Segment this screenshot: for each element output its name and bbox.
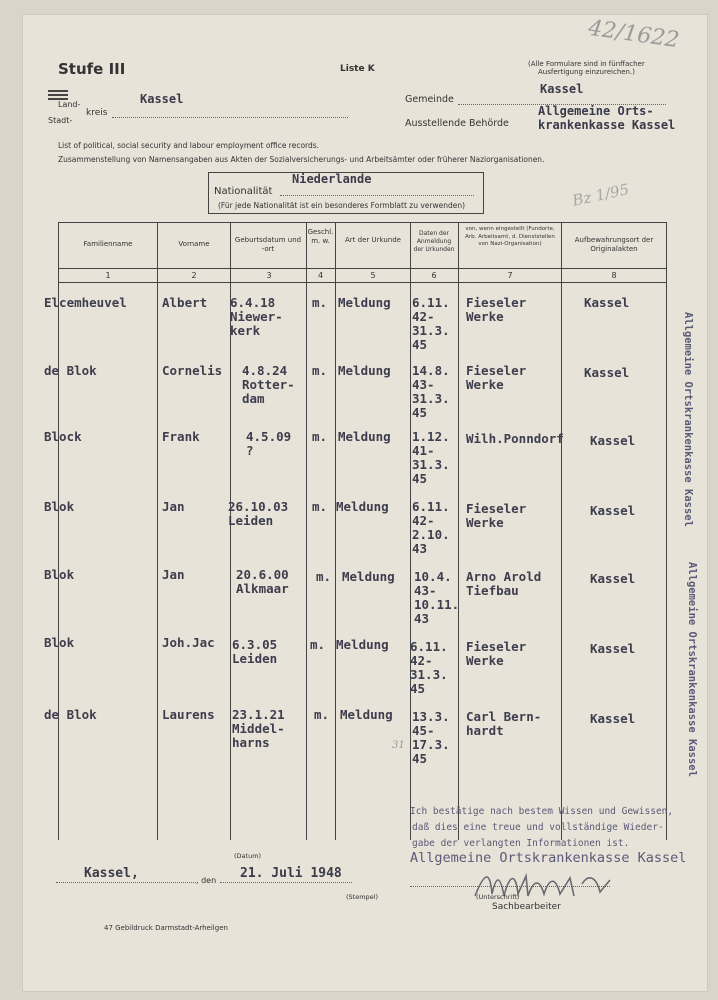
- col-num: 5: [370, 271, 376, 280]
- stadt-label: Stadt-: [48, 116, 73, 125]
- cell-surname: Blok: [44, 499, 75, 514]
- footer-date-line: [220, 882, 352, 883]
- cell-archive: Kassel: [590, 433, 636, 448]
- cell-archive: Kassel: [584, 295, 630, 310]
- side-stamp-top: Allgemeine Ortskrankenkasse Kassel: [682, 312, 694, 527]
- col-header-surname: Familienname: [83, 240, 133, 248]
- nationality-label: Nationalität: [214, 186, 273, 197]
- footer-place-line: [56, 882, 196, 883]
- nationality-line: [280, 195, 474, 196]
- cell-sex: m.: [312, 363, 328, 378]
- intro-german: Zusammenstellung von Namensangaben aus Akten der Sozialversicherungs- und Arbeitsämter oder früherer Naziorganisationen.: [58, 155, 545, 164]
- footer-date: 21. Juli 1948: [240, 866, 342, 881]
- cell-surname: de Blok: [44, 363, 97, 378]
- col-header-doc: Art der Urkunde: [345, 236, 401, 244]
- kreis-label: kreis: [86, 108, 108, 118]
- pencil-mark: Bz 1/95: [570, 180, 631, 210]
- strike-mark: [48, 90, 68, 100]
- cell-employer: Fieseler Werke: [466, 363, 527, 392]
- table-left-border: [58, 222, 59, 840]
- gemeinde-value: Kassel: [540, 82, 584, 96]
- cell-surname: Block: [44, 429, 82, 444]
- footer-date-label: (Datum): [234, 852, 262, 860]
- col-num: 3: [266, 271, 272, 280]
- cell-firstname: Jan: [162, 567, 185, 582]
- cell-firstname: Frank: [162, 429, 200, 444]
- cell-sex: m.: [316, 569, 332, 584]
- cell-dates: 14.8. 43- 31.3. 45: [412, 363, 450, 420]
- col-header-birth: Geburtsdatum und -ort: [234, 236, 302, 253]
- confirm-line-2: daß dies eine treue und vollständige Wieder-: [412, 822, 664, 833]
- cell-birth: 26.10.03 Leiden: [228, 499, 289, 528]
- cell-archive: Kassel: [590, 711, 636, 726]
- table-top-line: [58, 222, 666, 223]
- footer-place: Kassel,: [84, 866, 139, 881]
- cell-doc: Meldung: [338, 429, 391, 444]
- cell-birth: 20.6.00 Alkmaar: [236, 567, 289, 596]
- footer-org-stamp: Allgemeine Ortskrankenkasse Kassel: [410, 850, 687, 866]
- note-line-1: (Alle Formulare sind in fünffacher: [528, 60, 645, 68]
- cell-birth: 4.5.09 ?: [246, 429, 292, 458]
- footer-stempel: (Stempel): [346, 893, 379, 901]
- table-col-divider: [458, 222, 459, 840]
- cell-dates: 6.11. 42- 31.3. 45: [412, 295, 450, 352]
- col-num: 1: [105, 271, 111, 280]
- cell-surname: de Blok: [44, 707, 97, 722]
- cell-birth: 6.3.05 Leiden: [232, 637, 278, 666]
- cell-firstname: Laurens: [162, 707, 215, 722]
- cell-doc: Meldung: [340, 707, 393, 722]
- cell-doc: Meldung: [338, 363, 391, 378]
- table-num-line: [58, 282, 666, 283]
- cell-doc: Meldung: [336, 499, 389, 514]
- behoerde-label: Ausstellende Behörde: [405, 118, 509, 129]
- cell-employer: Arno Arold Tiefbau: [466, 569, 542, 598]
- col-header-archive: Aufbewahrungsort der Originalakten: [574, 236, 654, 253]
- signature-line: [410, 886, 610, 887]
- cell-sex: m.: [312, 429, 328, 444]
- col-header-firstname: Vorname: [178, 240, 210, 248]
- corner-number: 42/1622: [586, 15, 681, 54]
- col-num: 2: [191, 271, 197, 280]
- cell-archive: Kassel: [584, 365, 630, 380]
- col-num: 4: [317, 271, 324, 280]
- table-right-border: [666, 222, 667, 840]
- table-col-divider: [561, 222, 562, 840]
- confirm-line-3: gabe der verlangten Informationen ist.: [412, 838, 630, 849]
- table-col-divider: [306, 222, 307, 840]
- table-header-line: [58, 268, 666, 269]
- cell-employer: Fieseler Werke: [466, 501, 527, 530]
- col-header-employer: von, wenn eingestellt (Fundorte, Arb. Arbeitsamt, d. Dienststellen von Nazi-Organisation): [465, 226, 555, 247]
- intro-english: List of political, social security and labour employment office records.: [58, 141, 320, 150]
- behoerde-value-1: Allgemeine Orts-: [538, 104, 654, 118]
- col-num: 6: [431, 271, 437, 280]
- gemeinde-label: Gemeinde: [405, 94, 454, 105]
- cell-employer: Wilh.Ponndorf: [466, 431, 564, 446]
- col-num: 7: [507, 271, 513, 280]
- cell-birth: 23.1.21 Middel- harns: [232, 707, 285, 750]
- table-col-divider: [157, 222, 158, 840]
- cell-surname: Elcemheuvel: [44, 295, 127, 310]
- nationality-note: (Für jede Nationalität ist ein besonderes Formblatt zu verwenden): [218, 201, 466, 210]
- margin-mark: 31: [392, 740, 405, 751]
- cell-firstname: Albert: [162, 295, 208, 310]
- col-header-dates: Daten der Anmeldung der Urkunden: [413, 230, 455, 253]
- kreis-value: Kassel: [140, 92, 184, 106]
- note-line-2: Ausfertigung einzureichen.): [538, 68, 635, 76]
- cell-birth: 4.8.24 Rotter- dam: [242, 363, 295, 406]
- kreis-line: [112, 117, 348, 118]
- cell-sex: m.: [312, 295, 328, 310]
- cell-firstname: Jan: [162, 499, 185, 514]
- cell-doc: Meldung: [338, 295, 391, 310]
- list-title: Liste K: [340, 64, 375, 74]
- cell-sex: m.: [312, 499, 328, 514]
- nationality-value: Niederlande: [292, 172, 372, 186]
- confirm-line-1: Ich bestätige nach bestem Wissen und Gewissen,: [410, 806, 674, 817]
- cell-archive: Kassel: [590, 503, 636, 518]
- printer-info: 47 Gebildruck Darmstadt-Arheilgen: [104, 924, 228, 932]
- cell-dates: 6.11. 42- 2.10. 43: [412, 499, 450, 556]
- cell-sex: m.: [310, 637, 326, 652]
- behoerde-value-2: krankenkasse Kassel: [538, 118, 676, 132]
- footer-den: , den: [196, 876, 217, 885]
- cell-sex: m.: [314, 707, 330, 722]
- cell-archive: Kassel: [590, 571, 636, 586]
- cell-dates: 6.11. 42- 31.3. 45: [410, 639, 448, 696]
- cell-dates: 13.3. 45- 17.3. 45: [412, 709, 450, 766]
- cell-surname: Blok: [44, 567, 75, 582]
- cell-employer: Carl Bern- hardt: [466, 709, 542, 738]
- cell-doc: Meldung: [342, 569, 395, 584]
- table-col-divider: [335, 222, 336, 840]
- cell-employer: Fieseler Werke: [466, 295, 527, 324]
- col-num: 8: [611, 271, 617, 280]
- cell-firstname: Joh.Jac: [162, 635, 215, 650]
- cell-dates: 10.4. 43- 10.11. 43: [414, 569, 460, 626]
- cell-doc: Meldung: [336, 637, 389, 652]
- land-label: Land-: [58, 100, 81, 109]
- cell-surname: Blok: [44, 635, 75, 650]
- cell-birth: 6.4.18 Niewer- kerk: [230, 295, 283, 338]
- col-header-sex: Geschl. m. w.: [307, 228, 334, 245]
- cell-dates: 1.12. 41- 31.3. 45: [412, 429, 450, 486]
- level-title: Stufe III: [58, 60, 126, 78]
- footer-unterschrift: (Unterschrift): [476, 893, 520, 901]
- table-col-divider: [410, 222, 411, 840]
- cell-employer: Fieseler Werke: [466, 639, 527, 668]
- cell-firstname: Cornelis: [162, 363, 223, 378]
- side-stamp-bottom: Allgemeine Ortskrankenkasse Kassel: [686, 562, 698, 777]
- cell-archive: Kassel: [590, 641, 636, 656]
- footer-role: Sachbearbeiter: [492, 902, 561, 912]
